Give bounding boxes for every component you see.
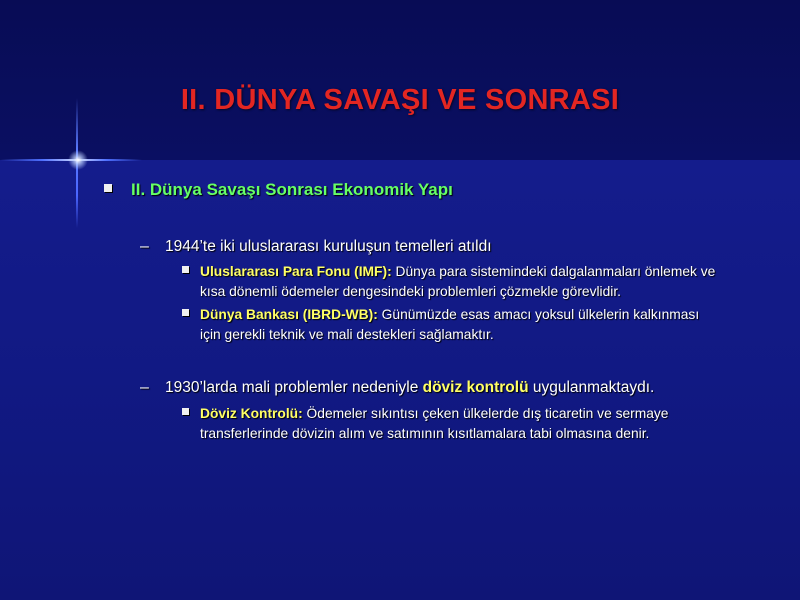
title-band [0, 0, 800, 160]
list-item [200, 404, 760, 444]
dash-bullet-icon: – [140, 238, 149, 255]
section2-highlight: döviz kontrolü [422, 379, 529, 396]
item-text-line2: transferlerinde dövizin alım ve satımının kısıtlamalara tabi olmasına denir. [200, 426, 650, 441]
item-text-line2: kısa dönemli ödemeler dengesindeki problemleri çözmekle görevlidir. [200, 284, 622, 299]
section2-text-after: uygulanmaktaydı. [528, 379, 655, 396]
item-term: Uluslararası Para Fonu (IMF): [200, 264, 392, 279]
decorative-glow [68, 150, 88, 170]
bullet-square-icon [182, 408, 189, 415]
bullet-square-icon [104, 184, 112, 192]
section1-text: 1944’te iki uluslararası kuruluşun temelleri atıldı [165, 238, 492, 255]
list-item [200, 262, 760, 302]
item-text-line1: Ödemeler sıkıntısı çeken ülkelerde dış ticaretin ve sermaye [302, 406, 669, 421]
item-text-line2: için gerekli teknik ve mali destekleri sağlamaktır. [200, 327, 494, 342]
item-text-line1: Dünya para sistemindeki dalgalanmaları önlemek ve [391, 264, 716, 279]
slide-heading: II. Dünya Savaşı Sonrası Ekonomik Yapı [131, 180, 453, 199]
item-text-line1: Günümüzde esas amacı yoksul ülkelerin kalkınması [377, 307, 700, 322]
bullet-square-icon [182, 309, 189, 316]
list-item [200, 305, 760, 345]
item-term: Döviz Kontrolü: [200, 406, 303, 421]
section2-text-before: 1930’larda mali problemler nedeniyle [165, 379, 423, 396]
section2-text [165, 379, 654, 397]
bullet-square-icon [182, 266, 189, 273]
dash-bullet-icon: – [140, 379, 149, 396]
slide-title: II. DÜNYA SAVAŞI VE SONRASI [180, 84, 620, 116]
item-term: Dünya Bankası (IBRD-WB): [200, 307, 378, 322]
